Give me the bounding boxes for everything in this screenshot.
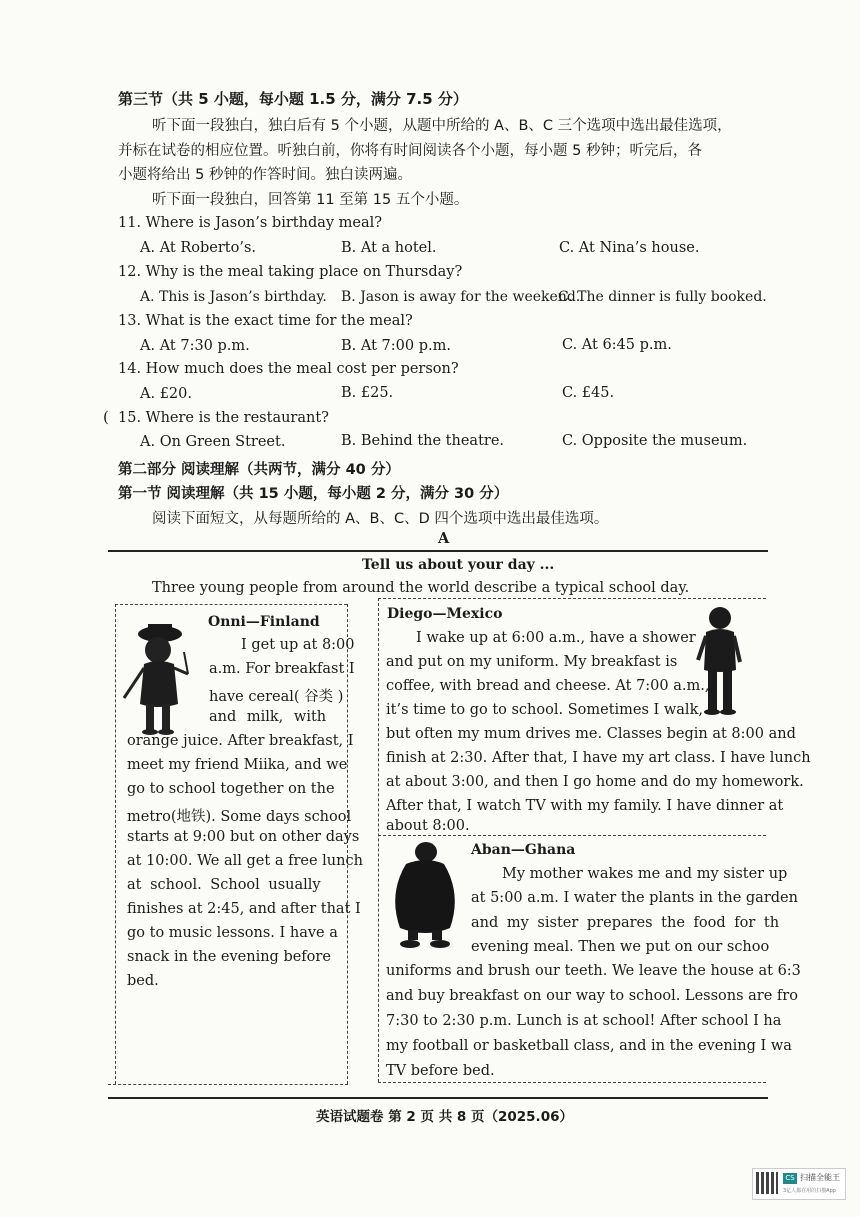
onni-box-left	[115, 604, 116, 1084]
question-11-option-b: B. At a hotel.	[341, 240, 437, 256]
diego-line-1: I wake up at 6:00 a.m., have a shower	[416, 630, 696, 646]
onni-box-bottom	[108, 1084, 348, 1085]
question-13-option-a: A. At 7:30 p.m.	[140, 338, 250, 354]
question-12-option-b: B. Jason is away for the weekend.	[341, 289, 581, 305]
diego-box-top	[378, 598, 766, 599]
question-11-option-a: A. At Roberto’s.	[140, 240, 256, 256]
onni-box-top	[115, 604, 347, 605]
aban-line-7: 7:30 to 2:30 p.m. Lunch is at school! After school I ha	[386, 1013, 782, 1029]
scanner-badge	[752, 1168, 846, 1200]
diego-line-4: it’s time to go to school. Sometimes I walk,	[386, 702, 703, 718]
question-15-option-c: C. Opposite the museum.	[562, 433, 748, 449]
diego-line-6: finish at 2:30. After that, I have my art class. I have lunch	[386, 750, 811, 766]
question-12-option-c: C. The dinner is fully booked.	[558, 289, 767, 305]
section3-heading: 第三节（共 5 小题，每小题 1.5 分，满分 7.5 分）	[118, 90, 468, 108]
question-13-option-c: C. At 6:45 p.m.	[562, 337, 672, 353]
onni-line-1: I get up at 8:00	[241, 637, 355, 653]
right-box-left	[378, 598, 379, 1082]
question-15-option-a: A. On Green Street.	[140, 434, 286, 450]
question-13-option-b: B. At 7:00 p.m.	[341, 338, 451, 354]
question-14-option-a: A. £20.	[140, 386, 192, 402]
diego-line-2: and put on my uniform. My breakfast is	[386, 654, 678, 670]
page-footer: 英语试题卷 第 2 页 共 8 页（2025.06）	[316, 1109, 573, 1125]
onni-line-7: go to school together on the	[127, 781, 335, 797]
part2-heading: 第二部分 阅读理解（共两节，满分 40 分）	[118, 462, 400, 478]
aban-illustration	[386, 838, 462, 950]
aban-name: Aban—Ghana	[471, 842, 576, 858]
part2-instruction: 阅读下面短文，从每题所给的 A、B、C、D 四个选项中选出最佳选项。	[152, 511, 609, 527]
aban-box-top	[378, 835, 766, 836]
question-15-stem: 15. Where is the restaurant?	[118, 410, 329, 426]
onni-line-2: a.m. For breakfast I	[209, 661, 355, 677]
question-11-option-c: C. At Nina’s house.	[559, 240, 700, 256]
diego-line-8: After that, I watch TV with my family. I have dinner at	[386, 798, 784, 814]
aban-line-6: and buy breakfast on our way to school. Lessons are fro	[386, 988, 798, 1004]
onni-line-8: metro(地铁). Some days school	[127, 809, 352, 825]
diego-line-9: about 8:00.	[386, 818, 470, 834]
aban-line-2: at 5:00 a.m. I water the plants in the garden	[471, 890, 798, 906]
diego-line-7: at about 3:00, and then I go home and do my homework.	[386, 774, 804, 790]
aban-line-9: TV before bed.	[386, 1063, 495, 1079]
question-14-option-c: C. £45.	[562, 385, 615, 401]
scanner-sub: 3亿人都在用的扫描App	[783, 1188, 836, 1194]
article-subtitle: Three young people from around the world describe a typical school day.	[152, 580, 690, 596]
margin-mark: (	[103, 408, 109, 426]
scanner-label: 扫描全能王	[800, 1173, 840, 1182]
aban-line-1: My mother wakes me and my sister up	[502, 866, 788, 882]
aban-line-3: and my sister prepares the food for th	[471, 915, 780, 931]
right-box-bottom	[378, 1082, 766, 1083]
section3-instruction-line3: 小题将给出 5 秒钟的作答时间。独白读两遍。	[118, 167, 412, 183]
onni-line-6: meet my friend Miika, and we	[127, 757, 348, 773]
article-bottom-border	[108, 1097, 768, 1099]
onni-line-9: starts at 9:00 but on other days	[127, 829, 360, 845]
diego-name: Diego—Mexico	[387, 606, 503, 622]
question-14-option-b: B. £25.	[341, 385, 394, 401]
onni-name: Onni—Finland	[208, 614, 320, 630]
section3-instruction-line1: 听下面一段独白，独白后有 5 个小题，从题中所给的 A、B、C 三个选项中选出最佳选项，	[152, 118, 732, 134]
section3-instruction-line2: 并标在试卷的相应位置。听独白前，你将有时间阅读各个小题，每小题 5 秒钟；听完后，各	[118, 143, 702, 159]
onni-line-5: orange juice. After breakfast, I	[127, 733, 354, 749]
cs-logo: CS	[783, 1173, 797, 1184]
aban-line-5: uniforms and brush our teeth. We leave the house at 6:3	[386, 963, 801, 979]
question-15-option-b: B. Behind the theatre.	[341, 433, 505, 449]
onni-line-11: at school. School usually	[127, 877, 321, 893]
question-12-option-a: A. This is Jason’s birthday.	[140, 289, 327, 305]
qr-code-icon	[756, 1172, 778, 1194]
onni-line-10: at 10:00. We all get a free lunch	[127, 853, 363, 869]
part2-section1-heading: 第一节 阅读理解（共 15 小题，每小题 2 分，满分 30 分）	[118, 486, 509, 502]
diego-line-5: but often my mum drives me. Classes begin at 8:00 and	[386, 726, 796, 742]
onni-line-3: have cereal( 谷类 )	[209, 689, 344, 705]
article-top-border	[108, 550, 768, 552]
aban-line-4: evening meal. Then we put on our schoo	[471, 939, 770, 955]
section3-sub-instruction: 听下面一段独白，回答第 11 至第 15 五个小题。	[152, 192, 469, 208]
question-12-stem: 12. Why is the meal taking place on Thursday?	[118, 264, 463, 280]
diego-line-3: coffee, with bread and cheese. At 7:00 a.m.,	[386, 678, 710, 694]
aban-line-8: my football or basketball class, and in the evening I wa	[386, 1038, 792, 1054]
question-13-stem: 13. What is the exact time for the meal?	[118, 313, 413, 329]
onni-line-15: bed.	[127, 973, 159, 989]
onni-line-4: and milk, with	[209, 709, 327, 725]
question-14-stem: 14. How much does the meal cost per person?	[118, 361, 459, 377]
article-title: Tell us about your day ...	[362, 557, 555, 573]
onni-line-13: go to music lessons. I have a	[127, 925, 338, 941]
passage-letter: A	[438, 530, 450, 547]
onni-illustration	[118, 612, 200, 738]
onni-line-12: finishes at 2:45, and after that I	[127, 901, 361, 917]
onni-line-14: snack in the evening before	[127, 949, 331, 965]
question-11-stem: 11. Where is Jason’s birthday meal?	[118, 215, 383, 231]
